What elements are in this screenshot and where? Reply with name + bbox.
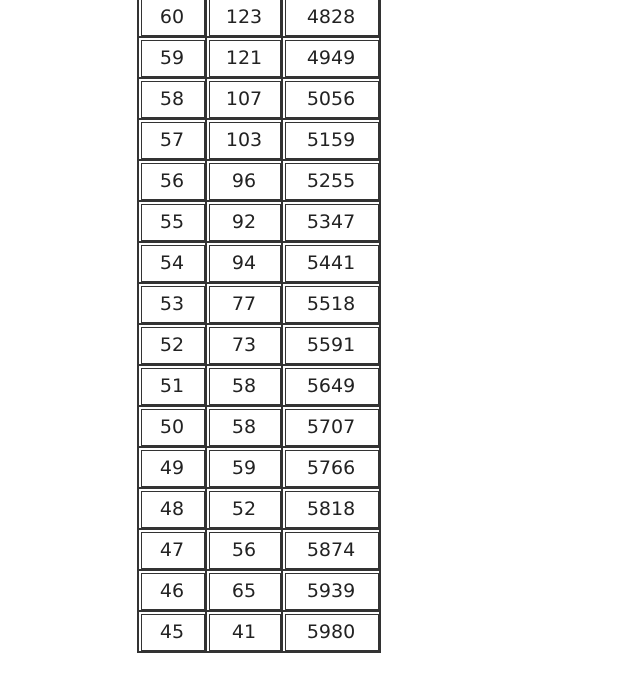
count-cell: 121 (207, 38, 283, 79)
count-cell: 96 (207, 161, 283, 202)
table-row (139, 284, 381, 325)
table-row (139, 243, 381, 284)
table-row (139, 571, 381, 612)
table-row (139, 407, 381, 448)
count-cell: 94 (207, 243, 283, 284)
table-row (139, 489, 381, 530)
cumulative-cell: 5518 (283, 284, 381, 325)
count-cell: 73 (207, 325, 283, 366)
count-cell: 59 (207, 448, 283, 489)
score-cell: 53 (139, 284, 207, 325)
cumulative-cell: 5818 (283, 489, 381, 530)
score-cell: 47 (139, 530, 207, 571)
cumulative-cell: 5255 (283, 161, 381, 202)
score-table-container (137, 0, 381, 653)
cumulative-cell: 5766 (283, 448, 381, 489)
score-cell: 46 (139, 571, 207, 612)
table-row (139, 448, 381, 489)
score-cell: 48 (139, 489, 207, 530)
cumulative-cell: 4828 (283, 0, 381, 38)
count-cell: 103 (207, 120, 283, 161)
score-cell: 60 (139, 0, 207, 38)
score-table (137, 0, 381, 653)
cumulative-cell: 4949 (283, 38, 381, 79)
score-cell: 52 (139, 325, 207, 366)
cumulative-cell: 5939 (283, 571, 381, 612)
cumulative-cell: 5980 (283, 612, 381, 653)
count-cell: 56 (207, 530, 283, 571)
count-cell: 92 (207, 202, 283, 243)
score-cell: 50 (139, 407, 207, 448)
table-row (139, 530, 381, 571)
score-table-body (139, 0, 381, 653)
table-row (139, 120, 381, 161)
cumulative-cell: 5649 (283, 366, 381, 407)
table-row (139, 612, 381, 653)
cumulative-cell: 5591 (283, 325, 381, 366)
count-cell: 123 (207, 0, 283, 38)
table-row (139, 366, 381, 407)
cumulative-cell: 5347 (283, 202, 381, 243)
score-cell: 54 (139, 243, 207, 284)
table-row (139, 0, 381, 38)
count-cell: 58 (207, 366, 283, 407)
score-cell: 57 (139, 120, 207, 161)
score-cell: 59 (139, 38, 207, 79)
table-row (139, 325, 381, 366)
count-cell: 41 (207, 612, 283, 653)
count-cell: 52 (207, 489, 283, 530)
cumulative-cell: 5441 (283, 243, 381, 284)
score-cell: 56 (139, 161, 207, 202)
cumulative-cell: 5056 (283, 79, 381, 120)
score-cell: 55 (139, 202, 207, 243)
count-cell: 65 (207, 571, 283, 612)
count-cell: 107 (207, 79, 283, 120)
score-cell: 45 (139, 612, 207, 653)
count-cell: 58 (207, 407, 283, 448)
score-cell: 51 (139, 366, 207, 407)
table-row (139, 79, 381, 120)
table-row (139, 202, 381, 243)
count-cell: 77 (207, 284, 283, 325)
table-row (139, 38, 381, 79)
score-cell: 49 (139, 448, 207, 489)
table-row (139, 161, 381, 202)
cumulative-cell: 5707 (283, 407, 381, 448)
score-cell: 58 (139, 79, 207, 120)
cumulative-cell: 5159 (283, 120, 381, 161)
cumulative-cell: 5874 (283, 530, 381, 571)
